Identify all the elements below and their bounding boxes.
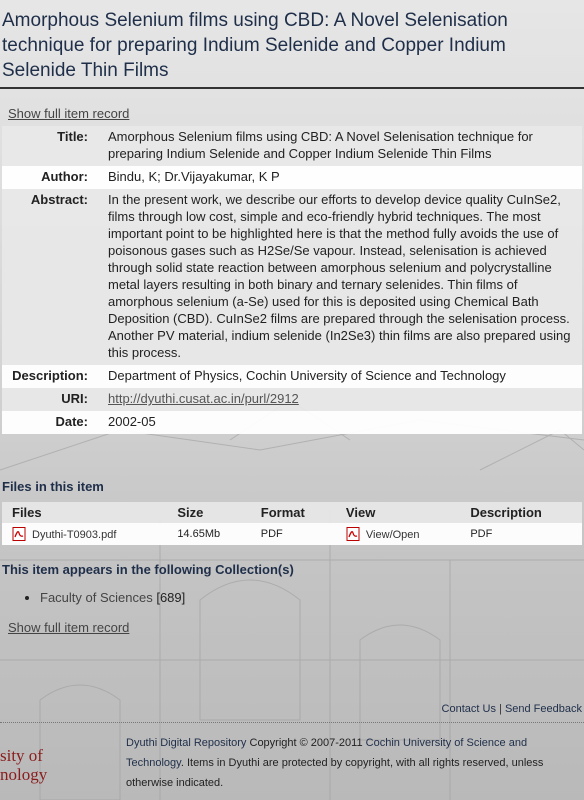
column-header: Description xyxy=(460,502,582,523)
collections-list xyxy=(26,590,185,605)
footer-separator: | xyxy=(499,703,502,715)
metadata-value: In the present work, we describe our efforts to develop device quality CuInSe2, films through low cost, simple and eco-friendly hybrid techniques. The most important point to be highlighted here is that the method fully avoids the use of poisonous gases such as H2Se/Se vapour. Instead, selenisation is achieved through solid state reaction between amorphous selenium and polycrystalline metal layers resulting in both binary and ternary selenides. Thin films of amorphous selenium (a-Se) used for this is deposited using Chemical Bath Deposition (CBD). CuInSe2 films are prepared through the selenisation process. Another PV material, indium selenide (In2Se3) thin films are also prepared using this process. xyxy=(108,192,571,360)
file-size: 14.65Mb xyxy=(167,523,250,545)
metadata-value: Department of Physics, Cochin University of Science and Technology xyxy=(108,368,506,383)
column-header: Size xyxy=(167,502,250,523)
table-row xyxy=(2,523,582,545)
university-logo xyxy=(0,746,47,784)
pdf-icon xyxy=(346,527,360,541)
contact-us-link[interactable]: Contact Us xyxy=(441,703,496,715)
collection-link[interactable]: Faculty of Sciences xyxy=(40,590,153,605)
file-description: PDF xyxy=(460,523,582,545)
file-link[interactable]: Dyuthi-T0903.pdf xyxy=(32,529,117,541)
metadata-row-abstract xyxy=(2,189,582,365)
files-heading: Files in this item xyxy=(2,479,104,494)
university-link[interactable]: Cochin University of Science and Technology xyxy=(126,737,528,769)
show-full-record-link-bottom[interactable]: Show full item record xyxy=(8,620,130,635)
footer-copyright xyxy=(126,733,546,793)
metadata-table xyxy=(2,126,582,434)
list-item xyxy=(40,590,185,605)
files-table xyxy=(2,502,582,545)
copyright-text: Copyright © 2007-2011 xyxy=(249,737,363,749)
metadata-row-author xyxy=(2,166,582,189)
metadata-label: Title: xyxy=(57,129,88,144)
logo-text-line: sity of xyxy=(0,746,43,765)
page-title: Amorphous Selenium films using CBD: A Novel Selenisation technique for preparing Indium Selenide and Copper Indium Selenide Thin Films xyxy=(0,0,584,89)
logo-text-line: nology xyxy=(0,765,48,784)
metadata-value: Bindu, K; Dr.Vijayakumar, K P xyxy=(108,169,280,184)
send-feedback-link[interactable]: Send Feedback xyxy=(504,703,582,715)
metadata-label: Date: xyxy=(55,414,88,429)
pdf-icon xyxy=(12,527,26,541)
metadata-value: 2002-05 xyxy=(108,414,156,429)
collections-heading: This item appears in the following Collection(s) xyxy=(2,562,294,577)
file-format: PDF xyxy=(251,523,336,545)
uri-link[interactable]: http://dyuthi.cusat.ac.in/purl/2912 xyxy=(108,391,299,406)
metadata-label: URI: xyxy=(61,391,88,406)
metadata-label: Author: xyxy=(41,169,88,184)
metadata-label: Description: xyxy=(12,368,88,383)
metadata-label: Abstract: xyxy=(30,192,88,207)
view-open-link[interactable]: View/Open xyxy=(365,529,420,541)
show-full-record-link[interactable]: Show full item record xyxy=(8,106,130,121)
metadata-value: Amorphous Selenium films using CBD: A Novel Selenisation technique for preparing Indium Selenide and Copper Indium Selenide Thin Films xyxy=(108,129,533,161)
column-header: View xyxy=(336,502,460,523)
collection-count: [689] xyxy=(156,590,186,605)
metadata-row-date xyxy=(2,411,582,434)
column-header: Files xyxy=(2,502,167,523)
footer-links xyxy=(442,703,582,715)
metadata-row-description xyxy=(2,365,582,388)
copyright-notice: . Items in Dyuthi are protected by copyright, with all rights reserved, unless otherwise indicated. xyxy=(126,757,544,789)
metadata-row-title xyxy=(2,126,582,166)
repository-link[interactable]: Dyuthi Digital Repository xyxy=(126,737,247,749)
footer-divider xyxy=(0,722,584,723)
metadata-row-uri xyxy=(2,388,582,411)
files-header-row xyxy=(2,502,582,523)
column-header: Format xyxy=(251,502,336,523)
